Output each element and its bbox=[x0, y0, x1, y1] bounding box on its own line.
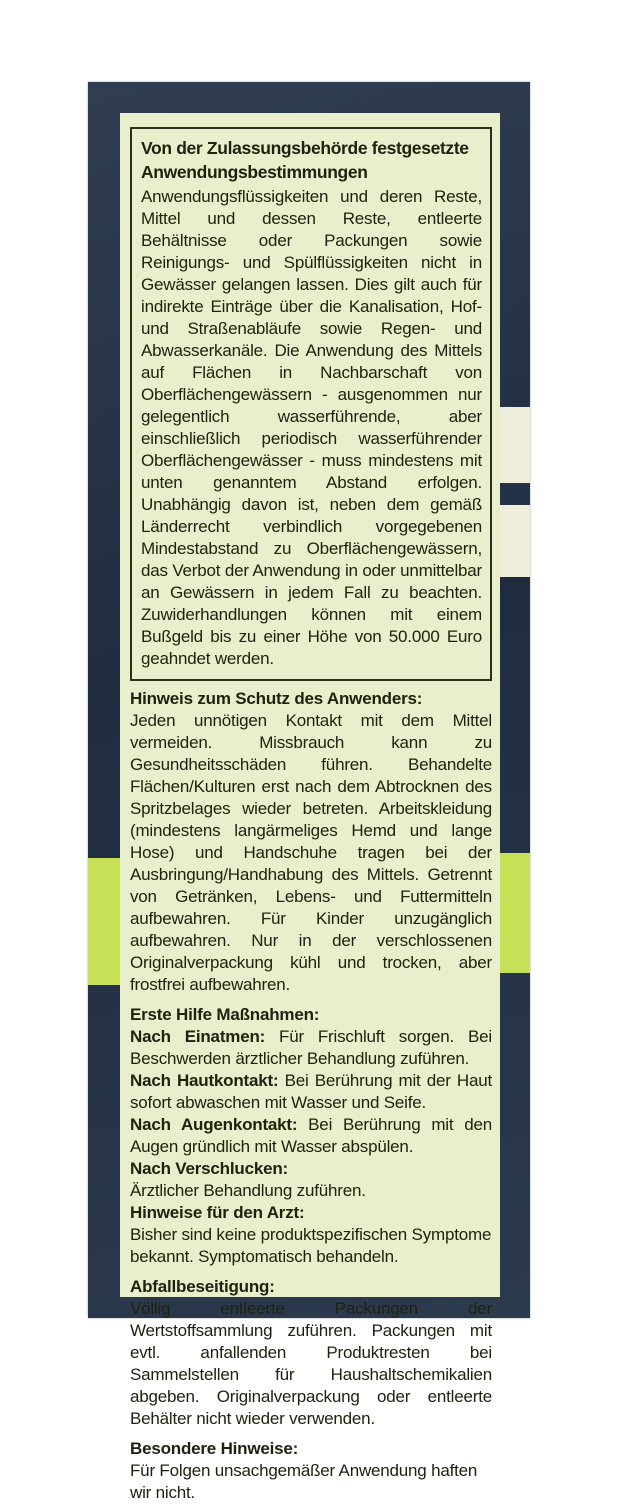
left-edge-accent-bar bbox=[88, 858, 120, 985]
regulatory-box bbox=[130, 127, 492, 681]
first-aid-item-text: Für Frischluft sorgen. Bei Beschwerden ärztlicher Behandlung zuführen. bbox=[130, 1027, 492, 1068]
regulatory-box-body: Anwendungsflüssigkeiten und deren Reste, Mittel und dessen Reste, entleerte Behältnisse oder Packungen sowie Reinigungs- und Spülflüssigkeiten nicht in Gewässer gelangen lassen. Dies gilt auch für indirekte Einträge über die Kanalisation, Hof- und Straßenabläufe sowie Regen- und Abwasserkanäle. Die Anwendung des Mittels auf Flächen in Nachbarschaft von Oberflächengewässern - ausgenommen nur gelegentlich wasserführende, aber einschließlich periodisch wasserführender Oberflächengewässer - muss mindestens mit unten genanntem Abstand erfolgen. Unabhängig davon ist, neben dem gemäß Länderrecht verbindlich vorgegebenen Mindestabstand zu Oberflächengewässern, das Verbot der Anwendung in oder unmittelbar an Gewässern in jedem Fall zu beachten. Zuwiderhandlungen können mit einem Bußgeld bis zu einer Höhe von 50.000 Euro geahndet werden. bbox=[141, 187, 482, 668]
section-waste-disposal bbox=[130, 1276, 492, 1430]
user-protection-heading: Hinweis zum Schutz des Anwenders: bbox=[130, 689, 423, 708]
regulatory-box-title: Von der Zulassungsbehörde festgesetzte Anwendungsbestimmungen bbox=[141, 138, 469, 182]
first-aid-item-eyes bbox=[130, 1114, 492, 1158]
section-first-aid bbox=[130, 1004, 492, 1202]
first-aid-item-text: Bei Berührung mit den Augen gründlich mit Wasser abspülen. bbox=[130, 1115, 492, 1156]
first-aid-item-inhalation bbox=[130, 1026, 492, 1070]
first-aid-item-label: Nach Augenkontakt: bbox=[130, 1115, 298, 1134]
label-panel bbox=[120, 113, 500, 1502]
special-notes-heading: Besondere Hinweise: bbox=[130, 1439, 299, 1458]
first-aid-item-label: Nach Hautkontakt: bbox=[130, 1071, 279, 1090]
first-aid-item-label: Nach Einatmen: bbox=[130, 1027, 266, 1046]
first-aid-item-skin bbox=[130, 1070, 492, 1114]
waste-disposal-body: Völlig entleerte Packungen der Wertstoffsammlung zuführen. Packungen mit evtl. anfallenden Produktresten bei Sammelstellen für Haushaltschemikalien abgeben. Originalverpackung oder entleerte Behälter nicht wieder verwenden. bbox=[130, 1299, 492, 1428]
doctor-notes-heading: Hinweise für den Arzt: bbox=[130, 1203, 305, 1222]
section-special-notes bbox=[130, 1438, 492, 1504]
special-notes-body: Für Folgen unsachgemäßer Anwendung haften wir nicht. bbox=[130, 1461, 478, 1502]
doctor-notes-body: Bisher sind keine produktspezifischen Symptome bekannt. Symptomatisch behandeln. bbox=[130, 1225, 492, 1266]
right-edge-navy-dash bbox=[500, 483, 530, 505]
waste-disposal-heading: Abfallbeseitigung: bbox=[130, 1277, 275, 1296]
first-aid-swallow-label: Nach Verschlucken: bbox=[130, 1159, 288, 1178]
first-aid-item-text: Bei Berührung mit der Haut sofort abwaschen mit Wasser und Seife. bbox=[130, 1071, 492, 1112]
package-side-panel bbox=[88, 82, 530, 1502]
section-user-protection bbox=[130, 688, 492, 996]
user-protection-body: Jeden unnötigen Kontakt mit dem Mittel vermeiden. Missbrauch kann zu Gesundheitsschäden führen. Behandelte Flächen/Kulturen erst nach dem Abtrocknen des Spritzbelages wieder betreten. Arbeitskleidung (mindestens langärmeliges Hemd und lange Hose) und Handschuhe tragen bei der Ausbringung/Handhabung des Mittels. Getrennt von Getränken, Lebens- und Futtermitteln aufbewahren. Für Kinder unzugänglich aufbewahren. Nur in der verschlossenen Originalverpackung kühl und trocken, aber frostfrei aufbewahren. bbox=[130, 711, 492, 994]
right-edge-accent-bar bbox=[500, 853, 530, 973]
first-aid-heading: Erste Hilfe Maßnahmen: bbox=[130, 1005, 320, 1024]
section-doctor-notes bbox=[130, 1202, 492, 1268]
first-aid-swallow-text: Ärztlicher Behandlung zuführen. bbox=[130, 1181, 366, 1200]
